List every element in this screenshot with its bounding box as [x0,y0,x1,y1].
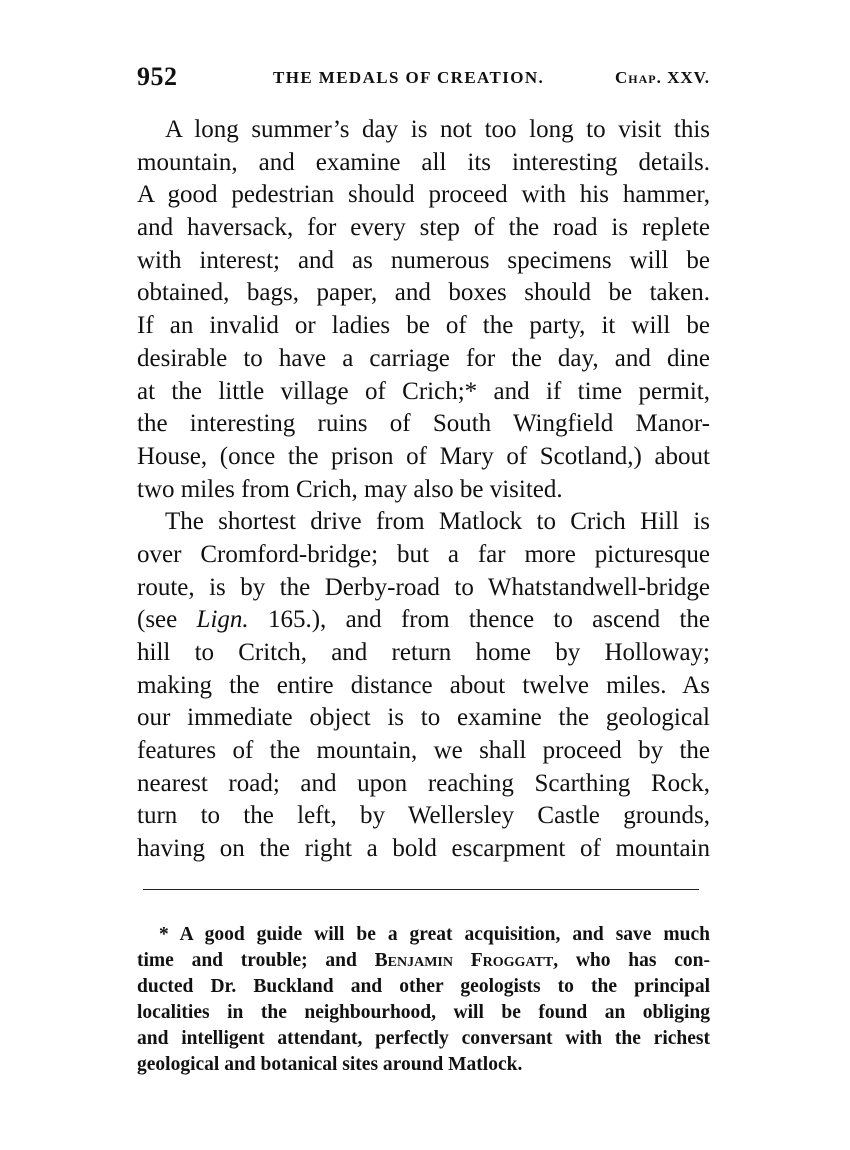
footnote-line: ducted Dr. Buckland and other geologists to the principal [137,976,710,998]
footnote-line [137,948,710,974]
text-line: making the entire distance about twelve miles. As [137,671,710,699]
footnote-line: geological and botanical sites around Matlock. [137,1054,523,1076]
text-line: with interest; and as numerous specimens will be [137,246,710,274]
footnote-line: * A good guide will be a great acquisition, and save much [159,924,710,945]
text-line: House, (once the prison of Mary of Scotland,) about [137,442,710,470]
text-line: A long summer’s day is not too long to visit this [165,116,710,143]
text-line: having on the right a bold escarpment of mountain [137,835,710,863]
figure-reference: Lign. [196,606,249,634]
person-name: Benjamin Froggatt [374,950,554,972]
running-title: THE MEDALS OF CREATION. [273,68,545,87]
body-text [137,114,710,866]
text-line: features of the mountain, we shall proceed by the [137,737,710,765]
text-segment: (see [137,606,197,634]
footnote-line: and intelligent attendant, perfectly conversant with the richest [137,1028,710,1050]
text-line: If an invalid or ladies be of the party, it will be [137,312,710,340]
text-line: desirable to have a carriage for the day, and dine [137,344,710,372]
text-segment: , who has con- [553,950,711,972]
chapter-label: Chap. XXV. [615,68,710,87]
text-line: and haversack, for every step of the road is replete [137,214,710,242]
text-line: turn to the left, by Wellersley Castle grounds, [137,802,710,830]
text-line: mountain, and examine all its interesting details. [137,148,710,176]
text-line: the interesting ruins of South Wingfield Manor- [137,410,710,438]
footnote [137,922,710,1079]
text-line: obtained, bags, paper, and boxes should be taken. [137,279,710,307]
text-line: route, is by the Derby-road to Whatstandwell-bridge [137,573,710,601]
text-line: over Cromford-bridge; but a far more picturesque [137,540,710,568]
text-segment: 165.), and from thence to ascend the [248,606,710,634]
text-line [137,604,710,637]
text-segment: time and trouble; and [137,950,375,972]
footnote-line: localities in the neighbourhood, will be found an obliging [137,1002,710,1024]
footnote-divider [143,889,699,890]
text-line: at the little village of Crich;* and if time permit, [137,377,710,405]
text-line: our immediate object is to examine the geological [137,704,710,732]
text-line: A good pedestrian should proceed with his hammer, [137,181,710,209]
page-header [137,62,710,94]
text-line: hill to Critch, and return home by Holloway; [137,639,710,666]
page-number: 952 [137,62,178,91]
text-line: two miles from Crich, may also be visited. [137,475,563,503]
text-line: The shortest drive from Matlock to Crich Hill is [165,508,710,536]
text-line: nearest road; and upon reaching Scarthing Rock, [137,769,710,797]
